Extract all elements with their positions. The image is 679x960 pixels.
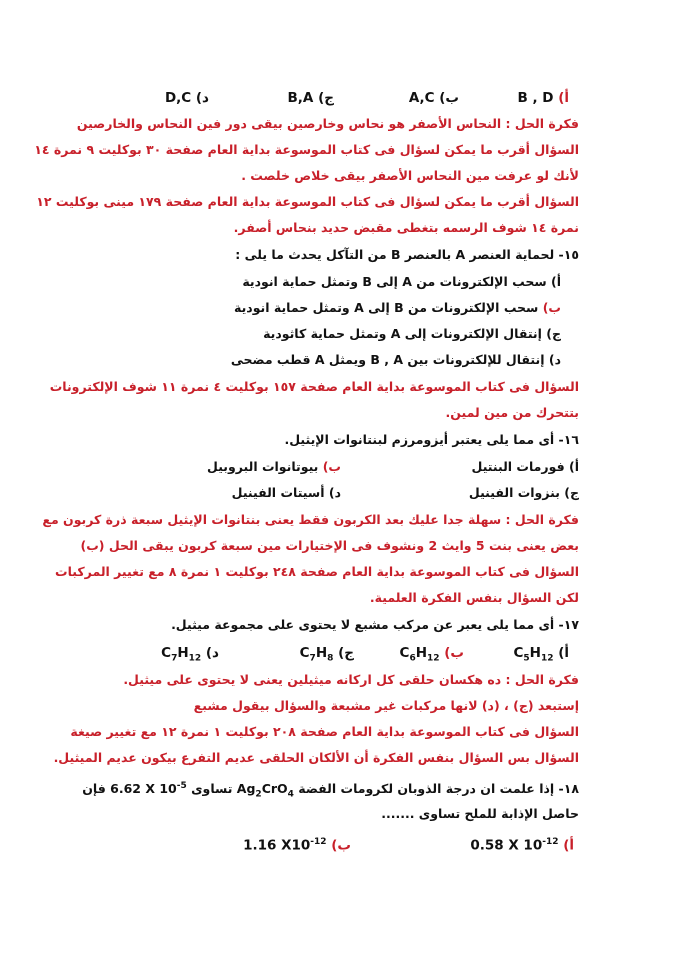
option-label: د) xyxy=(205,645,219,661)
q14-option-a xyxy=(517,86,569,110)
option-label: ب) xyxy=(444,645,464,661)
option-label: أ) xyxy=(569,459,579,474)
option-text: فورمات البنتيل xyxy=(471,459,565,474)
q17-option-b xyxy=(400,641,464,671)
q16-stem: ١٦- أى مما يلى يعتبر أيزومرزم لبنتانوات الإيثيل. xyxy=(284,432,579,447)
q18-option-a xyxy=(470,830,574,858)
q16-option-a xyxy=(472,455,579,479)
option-label: ج) xyxy=(546,326,561,341)
formula: $C_7H_8$ xyxy=(299,645,334,664)
q17-option-d xyxy=(161,641,219,671)
option-label: د) xyxy=(328,485,341,500)
q15-option-d xyxy=(231,348,561,372)
option-label: د) xyxy=(548,352,561,367)
option-label: أ) xyxy=(551,274,561,289)
option-label: ب) xyxy=(439,90,459,106)
q14-option-c xyxy=(288,86,334,110)
q16-option-b xyxy=(207,455,341,479)
option-label: ب) xyxy=(322,459,341,474)
q15-option-a xyxy=(242,270,561,294)
option-text: سحب الإلكترونات من A إلى B وتمثل حماية انودية xyxy=(242,274,547,289)
option-label: ج) xyxy=(564,485,579,500)
q14-note2-line2: نمرة ١٤ شوف الرسمه بتغطى مقبض حديد بنحاس أصفر. xyxy=(233,220,579,235)
option-label: ب) xyxy=(542,300,561,315)
q18-option-b xyxy=(243,830,351,858)
q14-note2-line1: السؤال أقرب ما يمكن لسؤال فى كتاب الموسوعة بداية العام صفحة ١٧٩ مينى بوكليت ١٢ xyxy=(36,194,579,209)
formula: $C_7H_{12}$ xyxy=(161,645,202,664)
q17-note-line2: السؤال بس السؤال بنفس الفكرة أن الألكان الحلقى عديم التفرع بيكون عديم الميثيل. xyxy=(53,750,579,765)
q18-stem-line2: حاصل الإذابة للملح تساوى ....... xyxy=(381,806,579,821)
option-text: B,A xyxy=(287,90,314,106)
option-text: أسيتات الفينيل xyxy=(231,485,325,500)
q16-idea-line1: فكرة الحل : سهلة جدا عليك بعد الكربون فقط يعنى بنتانوات الإيثيل سبعة ذرة كربون مع xyxy=(42,512,579,527)
q17-option-a xyxy=(513,641,569,671)
q14-option-d xyxy=(165,86,209,110)
q15-option-b xyxy=(234,296,561,320)
option-text: إنتقال للإلكترونات بين B , A ويمثل A قطب مضحى xyxy=(230,352,545,367)
q17-option-c xyxy=(300,641,354,671)
q17-stem: ١٧- أى مما يلى يعبر عن مركب مشبع لا يحتوى على مجموعة ميثيل. xyxy=(171,617,579,632)
formula: $C_5H_{12}$ xyxy=(513,645,554,664)
q17-exclude: إستبعد (ج) ، (د) لانها مركبات غير مشبعة والسؤال بيقول مشبع xyxy=(193,698,579,713)
option-text: A,C xyxy=(408,90,435,106)
q15-option-c xyxy=(263,322,561,346)
q15-note-line1: السؤال فى كتاب الموسوعة بداية العام صفحة ١٥٧ بوكليت ٤ نمرة ١١ شوف الإلكترونات xyxy=(49,379,579,394)
option-label: د) xyxy=(195,90,209,106)
stem-text: ١٨- إذا علمت ان درجة الذوبان لكرومات الفضة xyxy=(298,781,579,797)
q16-option-d xyxy=(232,481,341,505)
salt-formula: $Ag_2CrO_4$ xyxy=(236,781,294,800)
stem-text: تساوى xyxy=(191,781,233,797)
q16-note-line2: لكن السؤال بنفس الفكرة العلمية. xyxy=(369,590,579,605)
q16-idea-line2: بعض يعنى بنت 5 وايث 2 ونشوف فى الإختيارات مين سبعة كربون يبقى الحل (ب) xyxy=(80,538,579,553)
option-text: بنزوات الفينيل xyxy=(468,485,560,500)
q15-stem: ١٥- لحماية العنصر A بالعنصر B من التآكل يحدث ما يلى : xyxy=(235,247,579,262)
q16-option-c xyxy=(469,481,579,505)
stem-text: فإن xyxy=(82,781,106,797)
formula: $C_6H_{12}$ xyxy=(399,645,440,664)
q17-note-line1: السؤال فى كتاب الموسوعة بداية العام صفحة ٢٠٨ بوكليت ١ نمرة ١٢ مع تغيير صيغة xyxy=(70,724,579,739)
q17-idea: فكرة الحل : ده هكسان حلقى كل اركانه ميثيلين يعنى لا يحتوى على ميثيل. xyxy=(123,672,579,687)
option-value: 0.58 X $10^{-12}$ xyxy=(470,837,559,854)
q14-note1-line2: لأنك لو عرفت مين النحاس الأصفر بيقى خلاص خلصت . xyxy=(241,168,579,183)
q16-note-line1: السؤال فى كتاب الموسوعة بداية العام صفحة ٢٤٨ بوكليت ١ نمرة ٨ مع تغيير المركبات xyxy=(55,564,579,579)
option-label: ج) xyxy=(318,90,334,106)
option-label: أ) xyxy=(558,645,569,661)
option-label: ب) xyxy=(331,837,351,854)
solubility-value: 6.62 X $10^{-5}$ xyxy=(110,781,187,797)
option-text: إنتقال الإلكترونات إلى A وتمثل حماية كاثودية xyxy=(263,326,542,341)
option-text: بيوتانوات البروبيل xyxy=(207,459,319,474)
option-label: ج) xyxy=(338,645,354,661)
q14-note1-line1: السؤال أقرب ما يمكن لسؤال فى كتاب الموسوعة بداية العام صفحة ٣٠ بوكليت ٩ نمرة ١٤ xyxy=(34,142,579,157)
option-text: سحب الإلكترونات من B إلى A وتمثل حماية انودية xyxy=(234,300,539,315)
option-text: B , D xyxy=(517,90,554,106)
option-value: 1.16 $X10^{-12}$ xyxy=(243,837,327,854)
q14-idea: فكرة الحل : النحاس الأصفر هو نحاس وخارصين بيقى دور فين النحاس والخارصين xyxy=(76,116,579,131)
option-text: D,C xyxy=(164,90,192,106)
q15-note-line2: بتتحرك من مين لمين. xyxy=(445,405,579,420)
option-label: أ) xyxy=(558,90,569,106)
option-label: أ) xyxy=(563,837,574,854)
q14-option-b xyxy=(409,86,459,110)
